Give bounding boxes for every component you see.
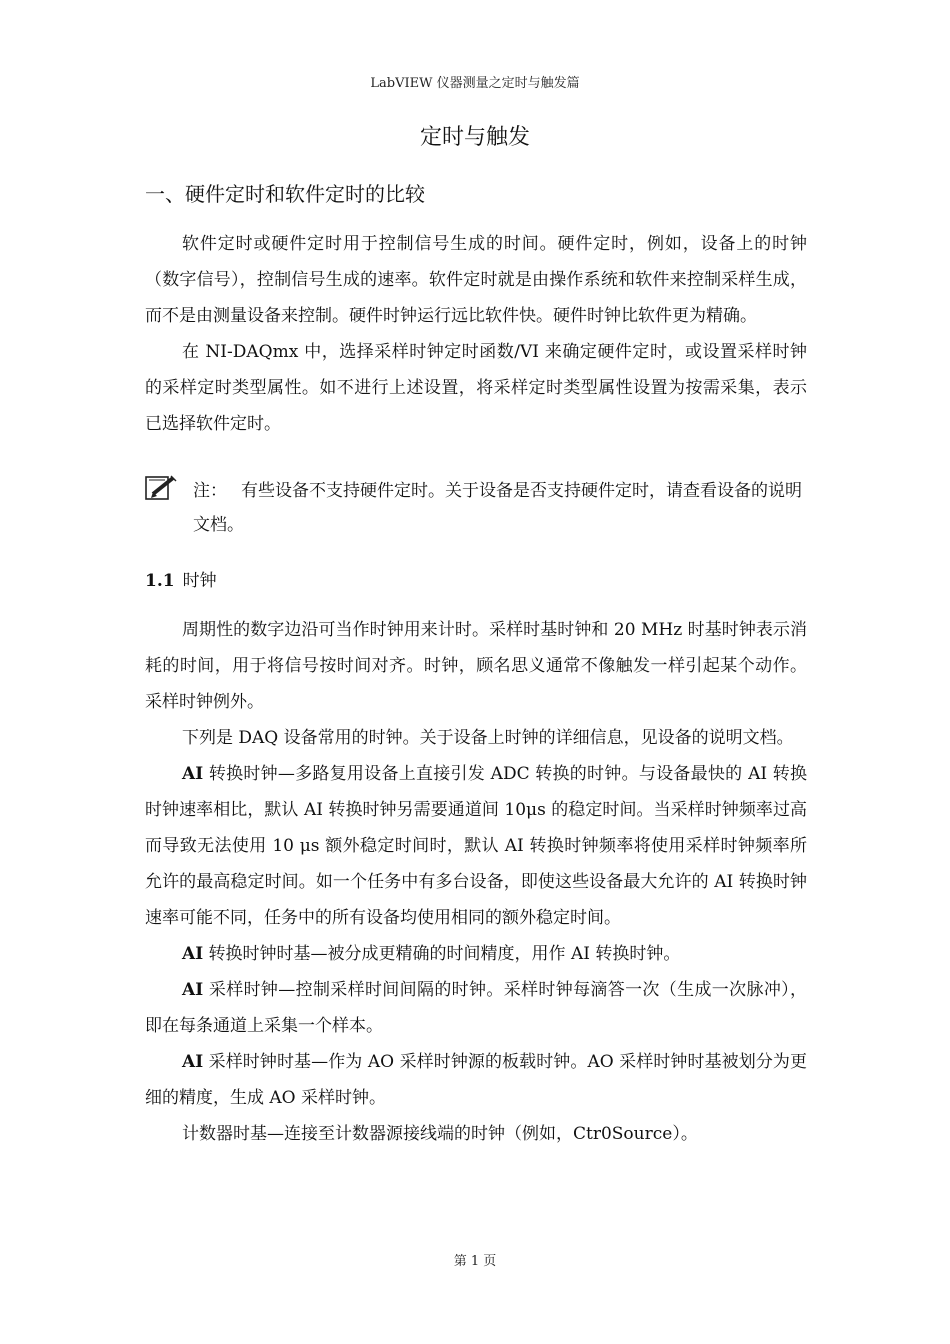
- paragraph-ai-convert-timebase: [145, 936, 807, 972]
- paragraph-clock-intro: 周期性的数字边沿可当作时钟用来计时。采样时基时钟和 20 MHz 时基时钟表示消耗的时间，用于将信号按时间对齐。时钟，顾名思义通常不像触发一样引起某个动作。采样时钟例外。: [145, 620, 807, 712]
- paragraph-hardware-software-timing: 软件定时或硬件定时用于控制信号生成的时间。硬件定时，例如，设备上的时钟（数字信号），控制信号生成的速率。软件定时就是由操作系统和软件来控制采样生成，而不是由测量设备来控制。硬件时钟运行远比软件快。硬件时钟比软件更为精确。: [145, 234, 807, 326]
- page-number: 第 1 页: [453, 1254, 497, 1269]
- paragraph-ai-sample-clock: [145, 972, 807, 1044]
- subsection-heading: [145, 566, 217, 591]
- paragraph-ai-convert-clock: [145, 756, 807, 936]
- term-ai: AI: [182, 764, 204, 784]
- subsection-body: [145, 612, 807, 1152]
- paragraph-ai-convert-timebase-text: 转换时钟时基—被分成更精确的时间精度，用作 AI 转换时钟。: [203, 944, 681, 964]
- paragraph-daqmx-timing: 在 NI-DAQmx 中，选择采样时钟定时函数/VI 来确定硬件定时，或设置采样时钟的采样定时类型属性。如不进行上述设置，将采样定时类型属性设置为按需采集，表示已选择软件定时。: [145, 342, 807, 434]
- term-ai: AI: [182, 944, 204, 964]
- note-content: 有些设备不支持硬件定时。关于设备是否支持硬件定时，请查看设备的说明文档。: [193, 481, 802, 535]
- paragraph-common-clocks: 下列是 DAQ 设备常用的时钟。关于设备上时钟的详细信息，见设备的说明文档。: [182, 728, 794, 748]
- section-body: [145, 226, 807, 442]
- subsection-title: 时钟: [182, 571, 217, 591]
- paragraph-counter-timebase: 计数器时基—连接至计数器源接线端的时钟（例如，Ctr0Source）。: [182, 1124, 698, 1144]
- paragraph-ai-sample-timebase: [145, 1044, 807, 1116]
- section-heading: 一、硬件定时和软件定时的比较: [145, 182, 425, 206]
- document-title: 定时与触发: [419, 125, 530, 150]
- term-ai: AI: [182, 980, 204, 1000]
- note-label: 注：: [193, 481, 227, 501]
- running-header: LabVIEW 仪器测量之定时与触发篇: [370, 76, 580, 91]
- term-ai: AI: [182, 1052, 204, 1072]
- note-pencil-icon: [145, 474, 177, 502]
- note-text: [193, 474, 807, 542]
- paragraph-ai-convert-clock-text: 转换时钟—多路复用设备上直接引发 ADC 转换的时钟。与设备最快的 AI 转换时钟速率相比，默认 AI 转换时钟另需要通道间 10μs 的稳定时间。当采样时钟频率过高而导致无法使用 10 μs 额外稳定时间时，默认 AI 转换时钟频率将使用采样时钟频率所允许的最高稳定时间。如一个任务中有多台设备，即使这些设备最大允许的 AI 转换时钟速率可能不同，任务中的所有设备均使用相同的额外稳定时间。: [145, 764, 807, 928]
- paragraph-ai-sample-clock-text: 采样时钟—控制采样时间间隔的时钟。采样时钟每滴答一次（生成一次脉冲），即在每条通道上采集一个样本。: [145, 980, 807, 1036]
- paragraph-ai-sample-timebase-text: 采样时钟时基—作为 AO 采样时钟源的板载时钟。AO 采样时钟时基被划分为更细的精度，生成 AO 采样时钟。: [145, 1052, 807, 1108]
- subsection-number: 1.1: [145, 571, 175, 591]
